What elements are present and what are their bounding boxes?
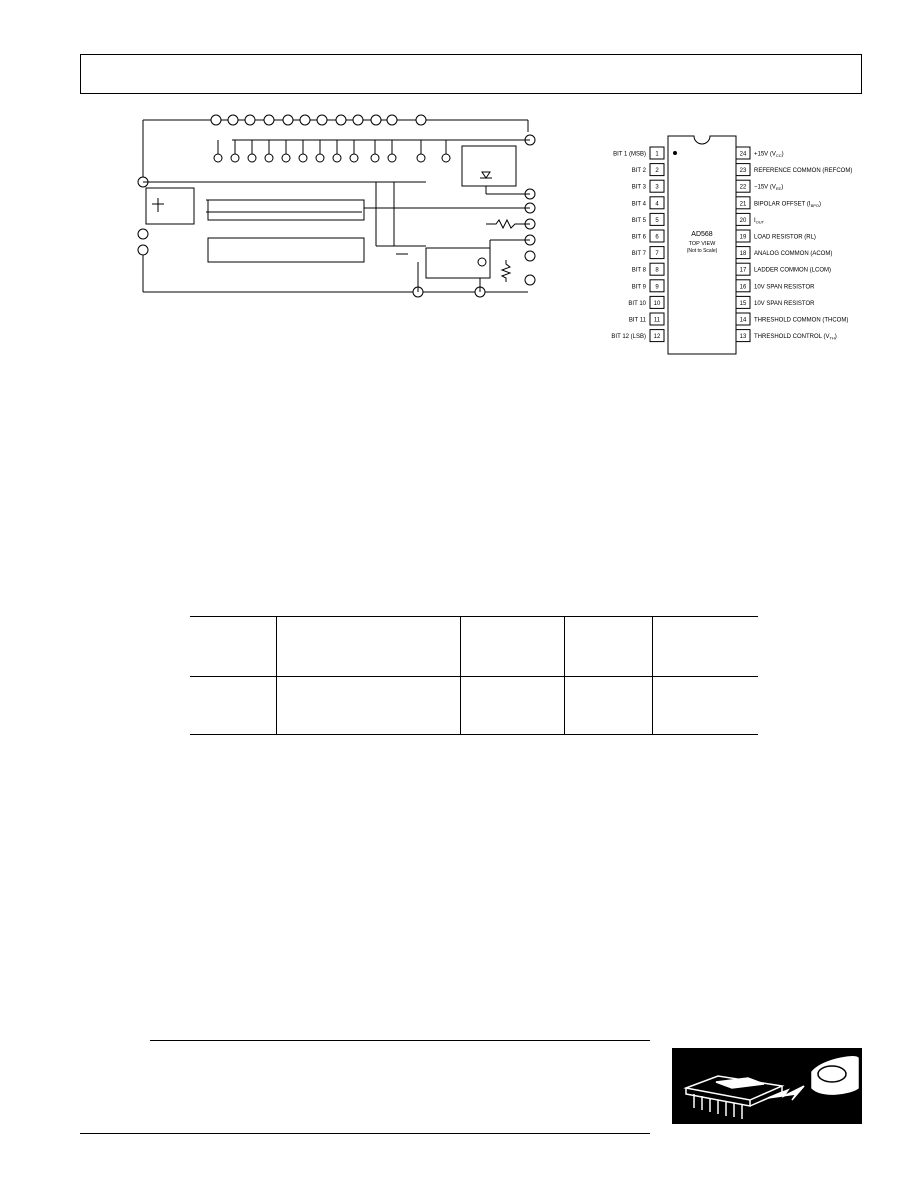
pin-label: BIT 8 — [631, 267, 646, 274]
logo — [672, 1048, 862, 1124]
ladder-block-top — [208, 200, 364, 220]
current-sources — [214, 140, 450, 162]
pin-number: 3 — [655, 184, 659, 191]
pin-number: 17 — [739, 267, 747, 274]
pin-number: 12 — [653, 334, 661, 341]
footer-rule-bottom — [80, 1133, 650, 1134]
pin-number: 4 — [655, 201, 659, 208]
pin-label: ANALOG COMMON (ACOM) — [754, 251, 833, 258]
pin-label: LOAD RESISTOR (RL) — [754, 234, 816, 241]
chip-view-label: TOP VIEW — [688, 241, 716, 247]
pin-label: BIT 7 — [631, 251, 646, 258]
pin-label: BIT 5 — [631, 217, 646, 224]
pin-label: THRESHOLD COMMON (THCOM) — [754, 317, 849, 324]
pin-number: 9 — [655, 284, 659, 291]
diode-box — [462, 146, 516, 186]
pin-label: 10V SPAN RESISTOR — [754, 300, 815, 307]
pin-number: 6 — [655, 234, 659, 241]
pin-number: 8 — [655, 267, 659, 274]
spec-table — [190, 616, 758, 736]
pin-number: 24 — [739, 151, 747, 158]
chip-name: AD568 — [691, 231, 713, 238]
pin-label: LADDER COMMON (LCOM) — [754, 267, 832, 274]
pin-label: THRESHOLD CONTROL $(V_{TH})$ — [754, 334, 837, 341]
header-box — [80, 54, 862, 94]
footer-rule-top — [150, 1040, 650, 1041]
pin-label: BIT 2 — [631, 168, 646, 175]
pin-configuration-diagram — [600, 132, 870, 356]
pin-label: REFERENCE COMMON (REFCOM) — [754, 168, 853, 175]
functional-block-diagram — [136, 112, 548, 302]
pin-label: −15V $(V_{EE})$ — [754, 184, 784, 192]
pin-number: 23 — [739, 168, 747, 175]
pin-number: 16 — [739, 284, 747, 291]
pin-label: BIT 6 — [631, 234, 646, 241]
pin-number: 18 — [739, 251, 747, 258]
pin-number: 15 — [739, 300, 747, 307]
pin-number: 1 — [655, 151, 659, 158]
reference-box — [146, 188, 194, 224]
pin-number: 14 — [739, 317, 747, 324]
pin-label: BIT 10 — [628, 300, 646, 307]
pin-number: 20 — [739, 217, 747, 224]
threshold-box — [426, 248, 490, 278]
pin-label: BIPOLAR OFFSET $(I_{BPO})$ — [754, 201, 822, 208]
pin-number: 11 — [653, 317, 661, 324]
pin-number: 21 — [739, 201, 747, 208]
pin-label: +15V $(V_{CC})$ — [754, 151, 784, 158]
pin-number: 19 — [739, 234, 747, 241]
chip-logo-icon — [672, 1048, 862, 1124]
pin-label: BIT 1 (MSB) — [613, 151, 646, 158]
right-terminals — [525, 135, 535, 285]
pin-number: 2 — [655, 168, 659, 175]
pin-number: 5 — [655, 217, 659, 224]
pin-number: 13 — [739, 334, 747, 341]
pin-label: $I_{OUT}$ — [754, 217, 765, 225]
pin-number: 22 — [739, 184, 747, 191]
pin-number: 7 — [655, 251, 659, 258]
pin-label: BIT 12 (LSB) — [611, 334, 646, 341]
pin-number: 10 — [653, 300, 661, 307]
ladder-block-bottom — [208, 238, 364, 262]
pin-label: BIT 11 — [628, 317, 646, 324]
chip-scale-note: (Not to Scale) — [686, 248, 718, 254]
pin-label: BIT 9 — [631, 284, 646, 291]
pin1-dot — [673, 151, 677, 155]
pin-label: BIT 3 — [631, 184, 646, 191]
pin-label: 10V SPAN RESISTOR — [754, 284, 815, 291]
pin-label: BIT 4 — [631, 201, 646, 208]
